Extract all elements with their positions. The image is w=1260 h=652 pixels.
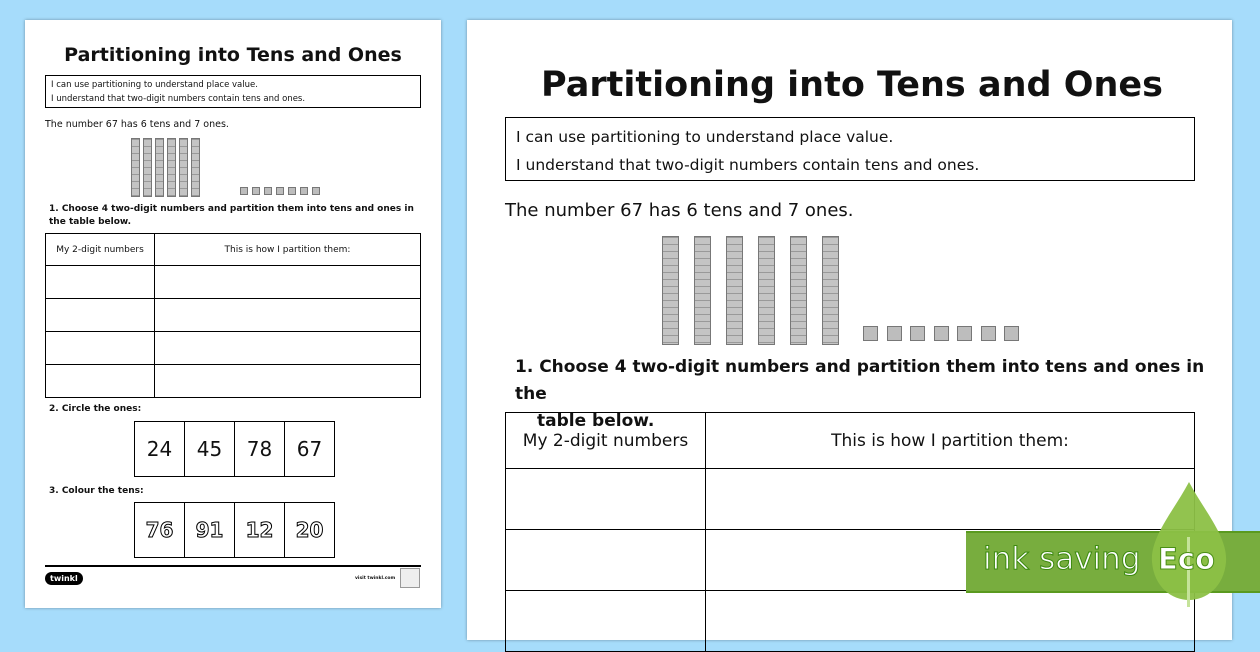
objectives-box [45,75,421,108]
table-cell[interactable] [155,332,421,365]
one-cube [1004,326,1019,341]
table-cell[interactable] [506,530,706,591]
ten-rod [179,138,188,197]
leaf-icon [1150,482,1228,602]
table-cell[interactable] [506,469,706,530]
ten-rod [822,236,839,345]
number-box[interactable]: 24 [134,421,185,477]
ink-saving-label: ink saving [983,541,1141,577]
one-cube [934,326,949,341]
question-1: 1. Choose 4 two-digit numbers and partition them into tens and ones in the table below. [49,204,414,227]
header-partition: This is how I partition them: [155,234,421,266]
ten-rod [143,138,152,197]
table-cell[interactable] [706,591,1195,652]
objectives-box [505,117,1195,181]
quality-stamp-icon [400,568,420,588]
circle-ones-boxes [134,421,335,477]
worksheet-thumbnail [25,20,441,608]
twinkl-logo: twinkl [45,572,83,585]
one-cube [981,326,996,341]
example-text: The number 67 has 6 tens and 7 ones. [505,200,854,221]
number-box[interactable]: 67 [284,421,335,477]
one-cube [910,326,925,341]
table-cell[interactable] [706,469,1195,530]
number-box[interactable]: 91 [184,502,235,558]
colour-tens-boxes [134,502,335,558]
table-cell[interactable] [46,299,155,332]
table-cell[interactable] [155,365,421,398]
footer-link[interactable]: visit twinkl.com [355,576,396,581]
number-box[interactable]: 45 [184,421,235,477]
one-cube [240,187,248,195]
one-cube [957,326,972,341]
number-box[interactable]: 76 [134,502,185,558]
objective: I understand that two-digit numbers contain tens and ones. [51,94,306,104]
table-cell[interactable] [46,266,155,299]
ten-rod [662,236,679,345]
one-cube [887,326,902,341]
header-numbers: My 2-digit numbers [506,413,706,469]
ten-rod [694,236,711,345]
number-box[interactable]: 20 [284,502,335,558]
one-cube [276,187,284,195]
one-cube [863,326,878,341]
footer-divider [45,565,421,567]
header-numbers: My 2-digit numbers [46,234,155,266]
header-partition: This is how I partition them: [706,413,1195,469]
number-box[interactable]: 78 [234,421,285,477]
table-cell[interactable] [46,332,155,365]
eco-label: Eco [1158,542,1215,576]
page-title: Partitioning into Tens and Ones [541,65,1163,105]
partition-table [45,233,421,398]
objective: I can use partitioning to understand place value. [516,128,894,146]
question-2: 2. Circle the ones: [49,404,142,414]
objective: I understand that two-digit numbers contain tens and ones. [516,156,980,174]
ten-rod [726,236,743,345]
question-1-line: table below. [537,411,655,431]
question-3: 3. Colour the tens: [49,486,144,496]
page-title: Partitioning into Tens and Ones [64,44,402,66]
one-cube [312,187,320,195]
example-text: The number 67 has 6 tens and 7 ones. [45,119,229,130]
one-cube [252,187,260,195]
ten-rod [167,138,176,197]
one-cube [300,187,308,195]
ten-rod [790,236,807,345]
ten-rod [155,138,164,197]
ten-rod [758,236,775,345]
ten-rod [191,138,200,197]
ten-rod [131,138,140,197]
one-cube [264,187,272,195]
table-cell[interactable] [506,591,706,652]
table-cell[interactable] [155,299,421,332]
objective: I can use partitioning to understand place value. [51,80,258,90]
table-cell[interactable] [46,365,155,398]
number-box[interactable]: 12 [234,502,285,558]
table-cell[interactable] [155,266,421,299]
one-cube [288,187,296,195]
question-1-line: 1. Choose 4 two-digit numbers and partition them into tens and ones in the [515,357,1205,404]
